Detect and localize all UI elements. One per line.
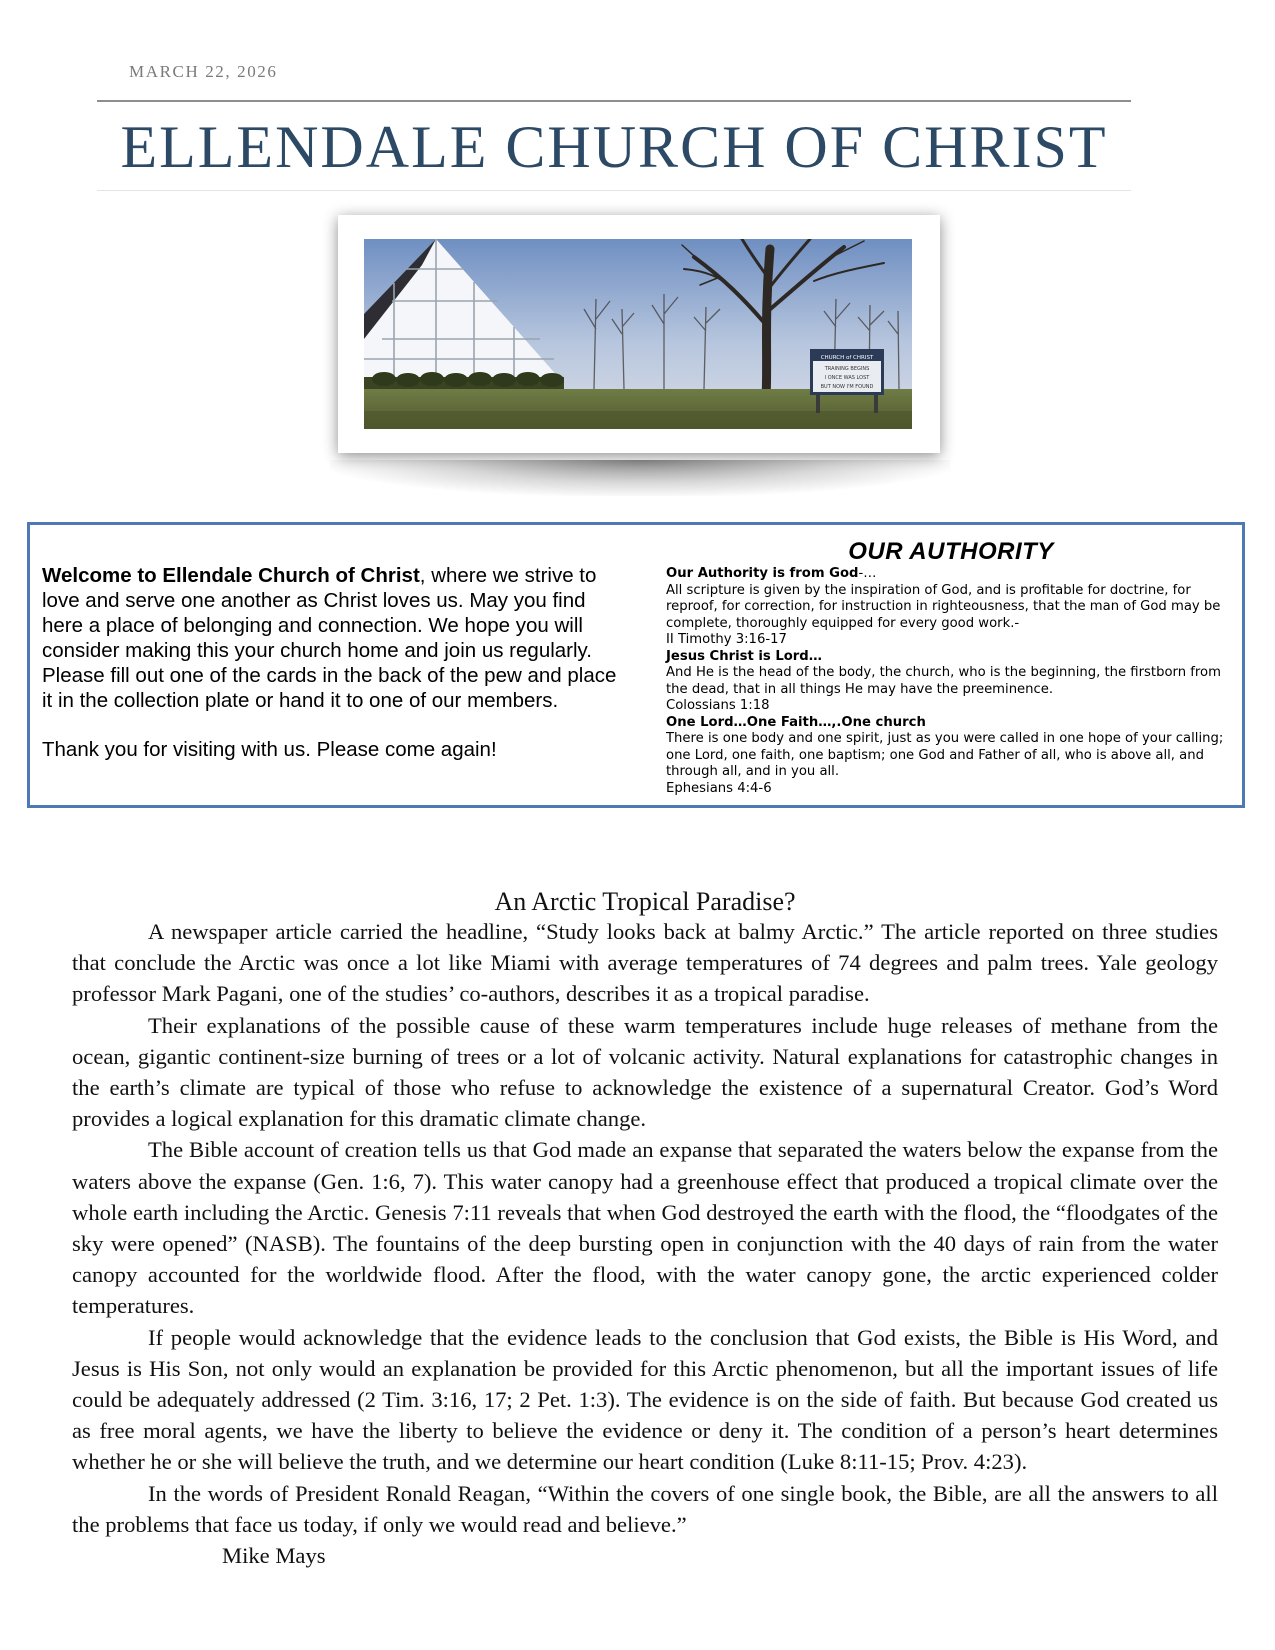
article [72,885,1218,1571]
authority-heading: One Lord…One Faith…,.One church [666,714,926,730]
church-photo-frame [338,215,940,453]
welcome-message [42,563,622,762]
church-photo [364,239,912,429]
authority-verse: There is one body and one spirit, just as you were called in one hope of your calling; one Lord, one faith, one baptism; one God and Father of all, who is above all, and through all, and in you all. [666,731,1224,779]
welcome-lead: Welcome to Ellendale Church of Christ [42,564,420,587]
authority-reference: II Timothy 3:16-17 [666,632,787,647]
header-bottom-rule [97,190,1131,191]
authority-reference: Colossians 1:18 [666,698,770,713]
authority-verse: All scripture is given by the inspiration of God, and is profitable for doctrine, for reproof, for correction, for instruction in righteousness, that the man of God may be complete, thoroughly equipped for every good work.- [666,582,1221,631]
photo-drop-shadow [330,460,950,496]
article-title: An Arctic Tropical Paradise? [494,887,796,916]
article-paragraph: In the words of President Ronald Reagan, “Within the covers of one single book, the Bible, are all the answers to all the problems that face us today, if only we would read and believe.” [72,1480,1218,1537]
welcome-paragraph [42,563,622,713]
authority-title: OUR AUTHORITY [848,538,1054,565]
article-author: Mike Mays [222,1543,326,1569]
our-authority-section [666,539,1241,797]
article-paragraph: A newspaper article carried the headline, “Study looks back at balmy Arctic.” The article reported on three studies that conclude the Arctic was once a lot like Miami with average temperatures of 74 degrees and palm trees. Yale geology professor Mark Pagani, one of the studies’ co-authors, describes it as a tropical paradise. [72,919,1218,1007]
sign-line-4: BUT NOW I'M FOUND [820,384,874,390]
article-paragraph: The Bible account of creation tells us that God made an expanse that separated the waters below the expanse from the waters above the expanse (Gen. 1:6, 7). This water canopy had a greenhouse effect that produced a tropical climate over the whole earth including the Arctic. Genesis 7:11 reveals that when God destroyed the earth with the flood, the “floodgates of the sky were opened” (NASB). The fountains of the deep bursting open in conjunction with the 40 days of rain from the water canopy accounted for the worldwide flood. After the flood, with the water canopy gone, the arctic experienced colder temperatures. [72,1137,1218,1319]
authority-heading: Our Authority is from God-… [666,566,877,581]
sign-line-3: I ONCE WAS LOST [824,375,870,381]
thanks-text: Thank you for visiting with us. Please come again! [42,738,497,761]
sign-line-2: TRAINING BEGINS [824,366,870,372]
welcome-authority-box [27,522,1245,808]
authority-heading: Jesus Christ is Lord… [666,648,822,664]
article-paragraph: If people would acknowledge that the evidence leads to the conclusion that God exists, the Bible is His Word, and Jesus is His Son, not only would an explanation be provided for this Arctic phenomenon, but all the important issues of life could be adequately addressed (2 Tim. 3:16, 17; 2 Pet. 1:3). The evidence is on the side of faith. But because God created us as free moral agents, we have the liberty to believe the evidence or deny it. The condition of a person’s heart determines whether he or she will believe the truth, and we determine our heart condition (Luke 8:11-15; Prov. 4:23). [72,1324,1218,1475]
welcome-text: , where we strive to love and serve one another as Christ loves us. May you find here a place of belonging and connection. We hope you will consider making this your church home and join us regularly. Please fill out one of the cards in the back of the pew and place it in the collection plate or hand it to one of our members. [42,564,617,712]
authority-reference: Ephesians 4:4-6 [666,780,772,796]
bulletin-date: MARCH 22, 2026 [129,62,278,81]
header-top-rule [97,100,1131,102]
sign-line-1: CHURCH of CHRIST [820,355,874,361]
church-name-title: ELLENDALE CHURCH OF CHRIST [120,114,1108,180]
authority-verse: And He is the head of the body, the church, who is the beginning, the firstborn from the dead, that in all things He may have the preeminence. [666,665,1221,697]
article-paragraph: Their explanations of the possible cause of these warm temperatures include huge releases of methane from the ocean, gigantic continent-size burning of trees or a lot of volcanic activity. Natural explanations for catastrophic changes in the earth’s climate are typical of those who refuse to acknowledge the existence of a supernatural Creator. God’s Word provides a logical explanation for this dramatic climate change. [72,1012,1218,1132]
